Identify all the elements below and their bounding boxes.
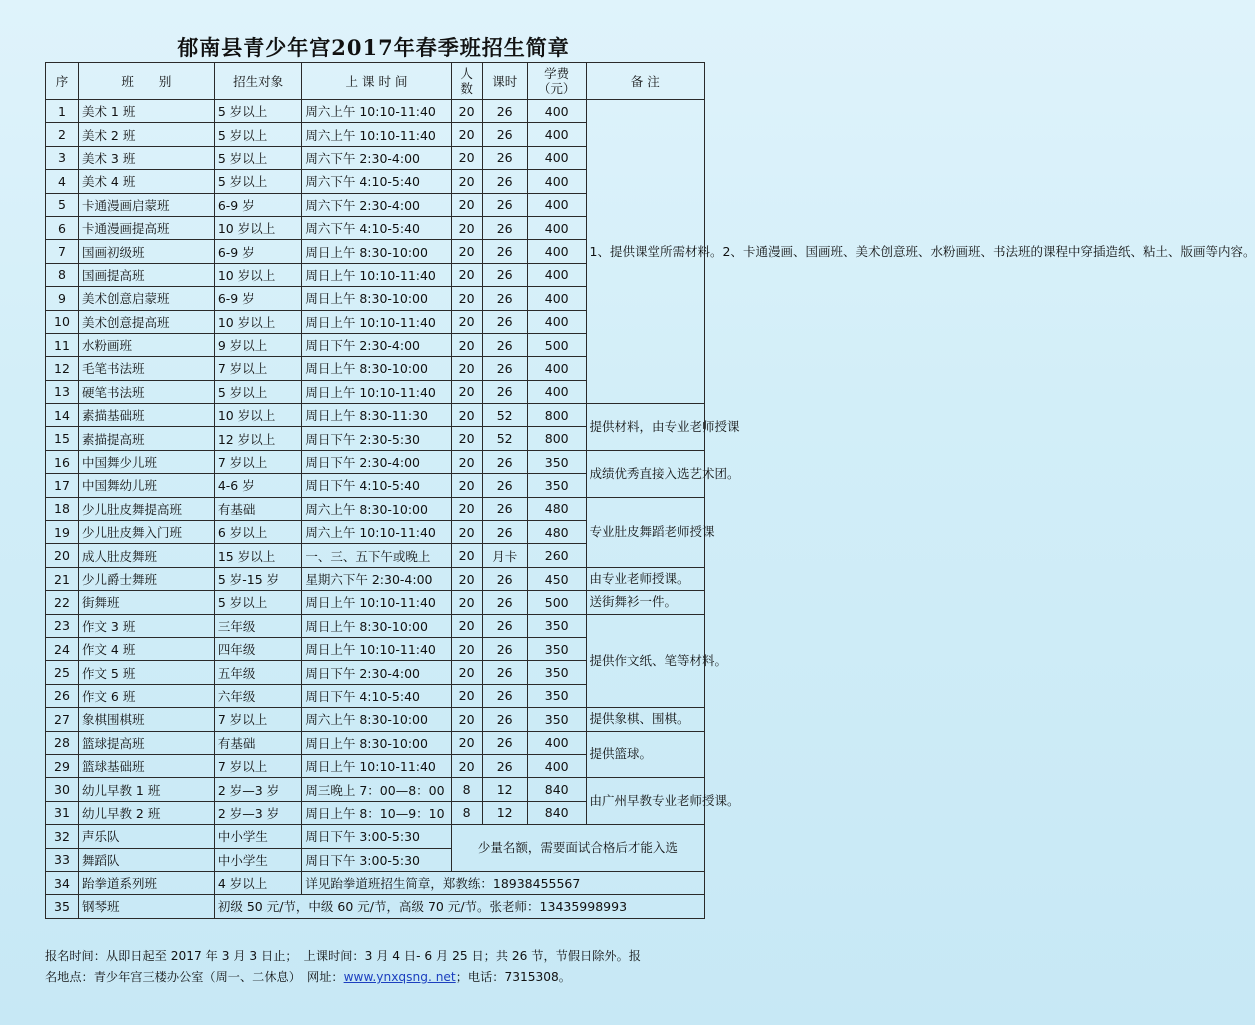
- student-count: 20: [451, 427, 482, 450]
- remark-note: 成绩优秀直接入选艺术团。: [586, 450, 704, 497]
- remark-note: 提供材料，由专业老师授课: [586, 404, 704, 451]
- remark-note: 由广州早教专业老师授课。: [586, 778, 704, 825]
- remark-note: 少量名额，需要面试合格后才能入选: [451, 825, 704, 872]
- student-count: 20: [451, 357, 482, 380]
- class-name: 作文 5 班: [78, 661, 214, 684]
- student-count: 20: [451, 146, 482, 169]
- student-count: 20: [451, 123, 482, 146]
- class-name: 跆拳道系列班: [78, 871, 214, 894]
- target-age: 5 岁以上: [214, 146, 302, 169]
- class-name: 中国舞少儿班: [78, 450, 214, 473]
- student-count: 20: [451, 591, 482, 614]
- header-row: [46, 63, 705, 100]
- class-name: 美术 2 班: [78, 123, 214, 146]
- target-age: 2 岁—3 岁: [214, 778, 302, 801]
- class-time: 周日下午 2:30-4:00: [302, 661, 451, 684]
- class-name: 毛笔书法班: [78, 357, 214, 380]
- lesson-count: 26: [482, 754, 527, 777]
- student-count: 20: [451, 708, 482, 731]
- student-count: 20: [451, 684, 482, 707]
- class-name: 象棋围棋班: [78, 708, 214, 731]
- class-time: 周日上午 8:30-10:00: [302, 614, 451, 637]
- tuition-fee: 400: [527, 123, 586, 146]
- footer: [45, 946, 707, 988]
- class-time: 周六上午 10:10-11:40: [302, 521, 451, 544]
- tuition-fee: 400: [527, 357, 586, 380]
- header-num: 序: [46, 63, 79, 100]
- table-row: [46, 778, 705, 801]
- tuition-fee: 800: [527, 427, 586, 450]
- header-target: 招生对象: [214, 63, 302, 100]
- tuition-fee: 840: [527, 801, 586, 824]
- tuition-fee: 400: [527, 263, 586, 286]
- target-age: 5 岁以上: [214, 100, 302, 123]
- tuition-fee: 350: [527, 708, 586, 731]
- student-count: 20: [451, 404, 482, 427]
- class-name: 钢琴班: [78, 895, 214, 918]
- class-name: 美术 4 班: [78, 170, 214, 193]
- tuition-fee: 480: [527, 497, 586, 520]
- lesson-count: 26: [482, 100, 527, 123]
- target-age: 5 岁以上: [214, 380, 302, 403]
- tuition-fee: 400: [527, 170, 586, 193]
- tuition-fee: 400: [527, 146, 586, 169]
- class-time: 周三晚上 7：00—8：00: [302, 778, 451, 801]
- target-age: 10 岁以上: [214, 216, 302, 239]
- tuition-fee: 400: [527, 380, 586, 403]
- target-age: 9 岁以上: [214, 333, 302, 356]
- row-number: 26: [46, 684, 79, 707]
- tuition-fee: 350: [527, 684, 586, 707]
- table-body: [46, 100, 1255, 919]
- page-title: 郁南县青少年宫2017年春季班招生简章: [177, 35, 570, 60]
- student-count: 20: [451, 731, 482, 754]
- tuition-fee: 840: [527, 778, 586, 801]
- target-age: 有基础: [214, 731, 302, 754]
- lesson-count: 26: [482, 240, 527, 263]
- target-age: 6-9 岁: [214, 240, 302, 263]
- target-age: 有基础: [214, 497, 302, 520]
- student-count: 20: [451, 450, 482, 473]
- row-number: 11: [46, 333, 79, 356]
- lesson-count: 26: [482, 123, 527, 146]
- row-number: 34: [46, 871, 79, 894]
- class-name: 幼儿早教 2 班: [78, 801, 214, 824]
- row-number: 16: [46, 450, 79, 473]
- student-count: 20: [451, 193, 482, 216]
- class-name: 硬笔书法班: [78, 380, 214, 403]
- lesson-count: 26: [482, 731, 527, 754]
- lesson-count: 26: [482, 357, 527, 380]
- footer-phone: ；电话：7315308。: [455, 970, 571, 984]
- tuition-fee: 500: [527, 333, 586, 356]
- student-count: 20: [451, 637, 482, 660]
- tuition-fee: 400: [527, 731, 586, 754]
- class-name: 街舞班: [78, 591, 214, 614]
- class-time: 周日上午 8:30-10:00: [302, 357, 451, 380]
- lesson-count: 26: [482, 193, 527, 216]
- class-name: 少儿爵士舞班: [78, 567, 214, 590]
- class-name: 素描基础班: [78, 404, 214, 427]
- target-age: 六年级: [214, 684, 302, 707]
- class-time: 周六下午 2:30-4:00: [302, 146, 451, 169]
- class-name: 美术创意启蒙班: [78, 287, 214, 310]
- remark-note: 专业肚皮舞蹈老师授课: [586, 497, 704, 567]
- target-age: 7 岁以上: [214, 450, 302, 473]
- class-time: 周日下午 3:00-5:30: [302, 848, 451, 871]
- class-time: 周日上午 10:10-11:40: [302, 754, 451, 777]
- class-name: 作文 4 班: [78, 637, 214, 660]
- lesson-count: 26: [482, 450, 527, 473]
- student-count: 20: [451, 100, 482, 123]
- lesson-count: 26: [482, 287, 527, 310]
- class-time: 周日上午 10:10-11:40: [302, 637, 451, 660]
- lesson-count: 26: [482, 497, 527, 520]
- row-number: 31: [46, 801, 79, 824]
- tuition-fee: 350: [527, 450, 586, 473]
- class-time: 周日上午 8:30-10:00: [302, 731, 451, 754]
- class-time: 周六上午 8:30-10:00: [302, 708, 451, 731]
- class-time: 周日下午 3:00-5:30: [302, 825, 451, 848]
- target-age: 4 岁以上: [214, 871, 302, 894]
- class-time: 周日上午 8：10—9：10: [302, 801, 451, 824]
- student-count: 20: [451, 170, 482, 193]
- row-number: 35: [46, 895, 79, 918]
- row-number: 2: [46, 123, 79, 146]
- row-number: 13: [46, 380, 79, 403]
- class-name: 舞蹈队: [78, 848, 214, 871]
- row-number: 6: [46, 216, 79, 239]
- lesson-count: 12: [482, 801, 527, 824]
- target-age: 5 岁以上: [214, 123, 302, 146]
- lesson-count: 52: [482, 404, 527, 427]
- enrollment-table: [45, 62, 1255, 919]
- lesson-count: 26: [482, 614, 527, 637]
- target-age: 中小学生: [214, 825, 302, 848]
- target-age: 6-9 岁: [214, 193, 302, 216]
- table-row: [46, 591, 705, 614]
- target-age: 2 岁—3 岁: [214, 801, 302, 824]
- table-row: [46, 100, 705, 123]
- lesson-count: 26: [482, 567, 527, 590]
- class-name: 幼儿早教 1 班: [78, 778, 214, 801]
- tuition-fee: 500: [527, 591, 586, 614]
- row-number: 10: [46, 310, 79, 333]
- class-time: 周六上午 10:10-11:40: [302, 123, 451, 146]
- class-detail: 初级 50 元/节，中级 60 元/节，高级 70 元/节。张老师：13435998993: [214, 895, 704, 918]
- class-name: 作文 3 班: [78, 614, 214, 637]
- class-time: 周日上午 10:10-11:40: [302, 263, 451, 286]
- header-count: 人数: [451, 63, 482, 100]
- student-count: 20: [451, 216, 482, 239]
- remark-note: 1、提供课堂所需材料。2、卡通漫画、国画班、美术创意班、水粉画班、书法班的课程中穿插造纸、粘土、版画等内容。: [586, 100, 704, 404]
- student-count: 20: [451, 287, 482, 310]
- lesson-count: 26: [482, 684, 527, 707]
- row-number: 30: [46, 778, 79, 801]
- tuition-fee: 480: [527, 521, 586, 544]
- header-remark: 备 注: [586, 63, 704, 100]
- student-count: 20: [451, 754, 482, 777]
- student-count: 20: [451, 333, 482, 356]
- target-age: 10 岁以上: [214, 263, 302, 286]
- target-age: 4-6 岁: [214, 474, 302, 497]
- class-time: 星期六下午 2:30-4:00: [302, 567, 451, 590]
- class-time: 周日上午 8:30-11:30: [302, 404, 451, 427]
- lesson-count: 26: [482, 521, 527, 544]
- row-number: 29: [46, 754, 79, 777]
- class-name: 少儿肚皮舞入门班: [78, 521, 214, 544]
- row-number: 1: [46, 100, 79, 123]
- target-age: 5 岁以上: [214, 591, 302, 614]
- row-number: 28: [46, 731, 79, 754]
- target-age: 12 岁以上: [214, 427, 302, 450]
- tuition-fee: 450: [527, 567, 586, 590]
- row-number: 32: [46, 825, 79, 848]
- row-number: 5: [46, 193, 79, 216]
- lesson-count: 月卡: [482, 544, 527, 567]
- table-row: [46, 567, 705, 590]
- header-lessons: 课时: [482, 63, 527, 100]
- student-count: 20: [451, 240, 482, 263]
- student-count: 20: [451, 380, 482, 403]
- class-time: 周六上午 8:30-10:00: [302, 497, 451, 520]
- header-fee: 学费（元）: [527, 63, 586, 100]
- row-number: 23: [46, 614, 79, 637]
- table-row: [46, 825, 705, 848]
- class-time: 周日上午 10:10-11:40: [302, 380, 451, 403]
- target-age: 三年级: [214, 614, 302, 637]
- row-number: 18: [46, 497, 79, 520]
- header-class: 班 别: [78, 63, 214, 100]
- lesson-count: 26: [482, 170, 527, 193]
- table-row: [46, 895, 705, 918]
- website-link[interactable]: www.ynxqsng. net: [343, 970, 456, 984]
- student-count: 20: [451, 661, 482, 684]
- student-count: 20: [451, 567, 482, 590]
- target-age: 四年级: [214, 637, 302, 660]
- class-detail: 详见跆拳道班招生简章，郑教练：18938455567: [302, 871, 705, 894]
- class-time: 周六上午 10:10-11:40: [302, 100, 451, 123]
- footer-location: 名地点：青少年宫三楼办公室（周一、二休息） 网址：: [45, 970, 344, 984]
- lesson-count: 26: [482, 310, 527, 333]
- class-name: 水粉画班: [78, 333, 214, 356]
- student-count: 20: [451, 310, 482, 333]
- student-count: 8: [451, 778, 482, 801]
- remark-note: 送街舞衫一件。: [586, 591, 704, 614]
- row-number: 27: [46, 708, 79, 731]
- target-age: 10 岁以上: [214, 310, 302, 333]
- class-time: 周日上午 8:30-10:00: [302, 240, 451, 263]
- row-number: 4: [46, 170, 79, 193]
- tuition-fee: 400: [527, 216, 586, 239]
- class-time: 周日下午 4:10-5:40: [302, 684, 451, 707]
- row-number: 14: [46, 404, 79, 427]
- lesson-count: 26: [482, 146, 527, 169]
- row-number: 24: [46, 637, 79, 660]
- target-age: 7 岁以上: [214, 357, 302, 380]
- lesson-count: 26: [482, 263, 527, 286]
- table-row: [46, 614, 705, 637]
- table-row: [46, 404, 705, 427]
- student-count: 20: [451, 497, 482, 520]
- student-count: 20: [451, 263, 482, 286]
- target-age: 5 岁以上: [214, 170, 302, 193]
- class-time: 周日下午 2:30-5:30: [302, 427, 451, 450]
- tuition-fee: 400: [527, 754, 586, 777]
- row-number: 22: [46, 591, 79, 614]
- row-number: 21: [46, 567, 79, 590]
- target-age: 6 岁以上: [214, 521, 302, 544]
- tuition-fee: 260: [527, 544, 586, 567]
- class-name: 声乐队: [78, 825, 214, 848]
- student-count: 20: [451, 544, 482, 567]
- target-age: 15 岁以上: [214, 544, 302, 567]
- target-age: 5 岁-15 岁: [214, 567, 302, 590]
- remark-note: 由专业老师授课。: [586, 567, 704, 590]
- lesson-count: 26: [482, 474, 527, 497]
- lesson-count: 26: [482, 708, 527, 731]
- lesson-count: 26: [482, 333, 527, 356]
- row-number: 15: [46, 427, 79, 450]
- lesson-count: 26: [482, 591, 527, 614]
- target-age: 6-9 岁: [214, 287, 302, 310]
- class-name: 美术 3 班: [78, 146, 214, 169]
- class-time: 一、三、五下午或晚上: [302, 544, 451, 567]
- row-number: 7: [46, 240, 79, 263]
- class-time: 周六下午 4:10-5:40: [302, 170, 451, 193]
- tuition-fee: 350: [527, 661, 586, 684]
- target-age: 10 岁以上: [214, 404, 302, 427]
- class-name: 成人肚皮舞班: [78, 544, 214, 567]
- class-time: 周日上午 8:30-10:00: [302, 287, 451, 310]
- row-number: 20: [46, 544, 79, 567]
- class-name: 国画初级班: [78, 240, 214, 263]
- tuition-fee: 400: [527, 287, 586, 310]
- table-row: [46, 450, 705, 473]
- class-name: 少儿肚皮舞提高班: [78, 497, 214, 520]
- lesson-count: 26: [482, 380, 527, 403]
- tuition-fee: 350: [527, 637, 586, 660]
- class-name: 美术 1 班: [78, 100, 214, 123]
- class-name: 美术创意提高班: [78, 310, 214, 333]
- class-name: 卡通漫画提高班: [78, 216, 214, 239]
- student-count: 8: [451, 801, 482, 824]
- target-age: 7 岁以上: [214, 708, 302, 731]
- lesson-count: 26: [482, 637, 527, 660]
- row-number: 19: [46, 521, 79, 544]
- table-row: [46, 731, 705, 754]
- class-time: 周日下午 2:30-4:00: [302, 450, 451, 473]
- tuition-fee: 400: [527, 100, 586, 123]
- class-time: 周六下午 2:30-4:00: [302, 193, 451, 216]
- header-time: 上 课 时 间: [302, 63, 451, 100]
- target-age: 五年级: [214, 661, 302, 684]
- row-number: 17: [46, 474, 79, 497]
- student-count: 20: [451, 521, 482, 544]
- row-number: 3: [46, 146, 79, 169]
- class-name: 素描提高班: [78, 427, 214, 450]
- tuition-fee: 800: [527, 404, 586, 427]
- lesson-count: 26: [482, 216, 527, 239]
- tuition-fee: 400: [527, 193, 586, 216]
- lesson-count: 12: [482, 778, 527, 801]
- class-name: 篮球基础班: [78, 754, 214, 777]
- tuition-fee: 400: [527, 310, 586, 333]
- row-number: 25: [46, 661, 79, 684]
- class-name: 作文 6 班: [78, 684, 214, 707]
- lesson-count: 26: [482, 661, 527, 684]
- class-name: 卡通漫画启蒙班: [78, 193, 214, 216]
- class-name: 中国舞幼儿班: [78, 474, 214, 497]
- table-row: [46, 497, 705, 520]
- class-time: 周日下午 2:30-4:00: [302, 333, 451, 356]
- row-number: 9: [46, 287, 79, 310]
- remark-note: 提供象棋、围棋。: [586, 708, 704, 731]
- remark-note: 提供篮球。: [586, 731, 704, 778]
- row-number: 12: [46, 357, 79, 380]
- class-name: 国画提高班: [78, 263, 214, 286]
- remark-note: 提供作文纸、笔等材料。: [586, 614, 704, 708]
- class-name: 篮球提高班: [78, 731, 214, 754]
- class-time: 周日上午 10:10-11:40: [302, 591, 451, 614]
- tuition-fee: 350: [527, 474, 586, 497]
- target-age: 中小学生: [214, 848, 302, 871]
- tuition-fee: 400: [527, 240, 586, 263]
- footer-line-2: [45, 967, 707, 988]
- row-number: 33: [46, 848, 79, 871]
- class-time: 周六下午 4:10-5:40: [302, 216, 451, 239]
- target-age: 7 岁以上: [214, 754, 302, 777]
- lesson-count: 52: [482, 427, 527, 450]
- student-count: 20: [451, 614, 482, 637]
- student-count: 20: [451, 474, 482, 497]
- row-number: 8: [46, 263, 79, 286]
- footer-line-1: 报名时间：从即日起至 2017 年 3 月 3 日止； 上课时间：3 月 4 日- 6 月 25 日；共 26 节，节假日除外。报: [45, 949, 641, 963]
- table-row: [46, 871, 705, 894]
- class-time: 周日上午 10:10-11:40: [302, 310, 451, 333]
- tuition-fee: 350: [527, 614, 586, 637]
- table-row: [46, 708, 705, 731]
- class-time: 周日下午 4:10-5:40: [302, 474, 451, 497]
